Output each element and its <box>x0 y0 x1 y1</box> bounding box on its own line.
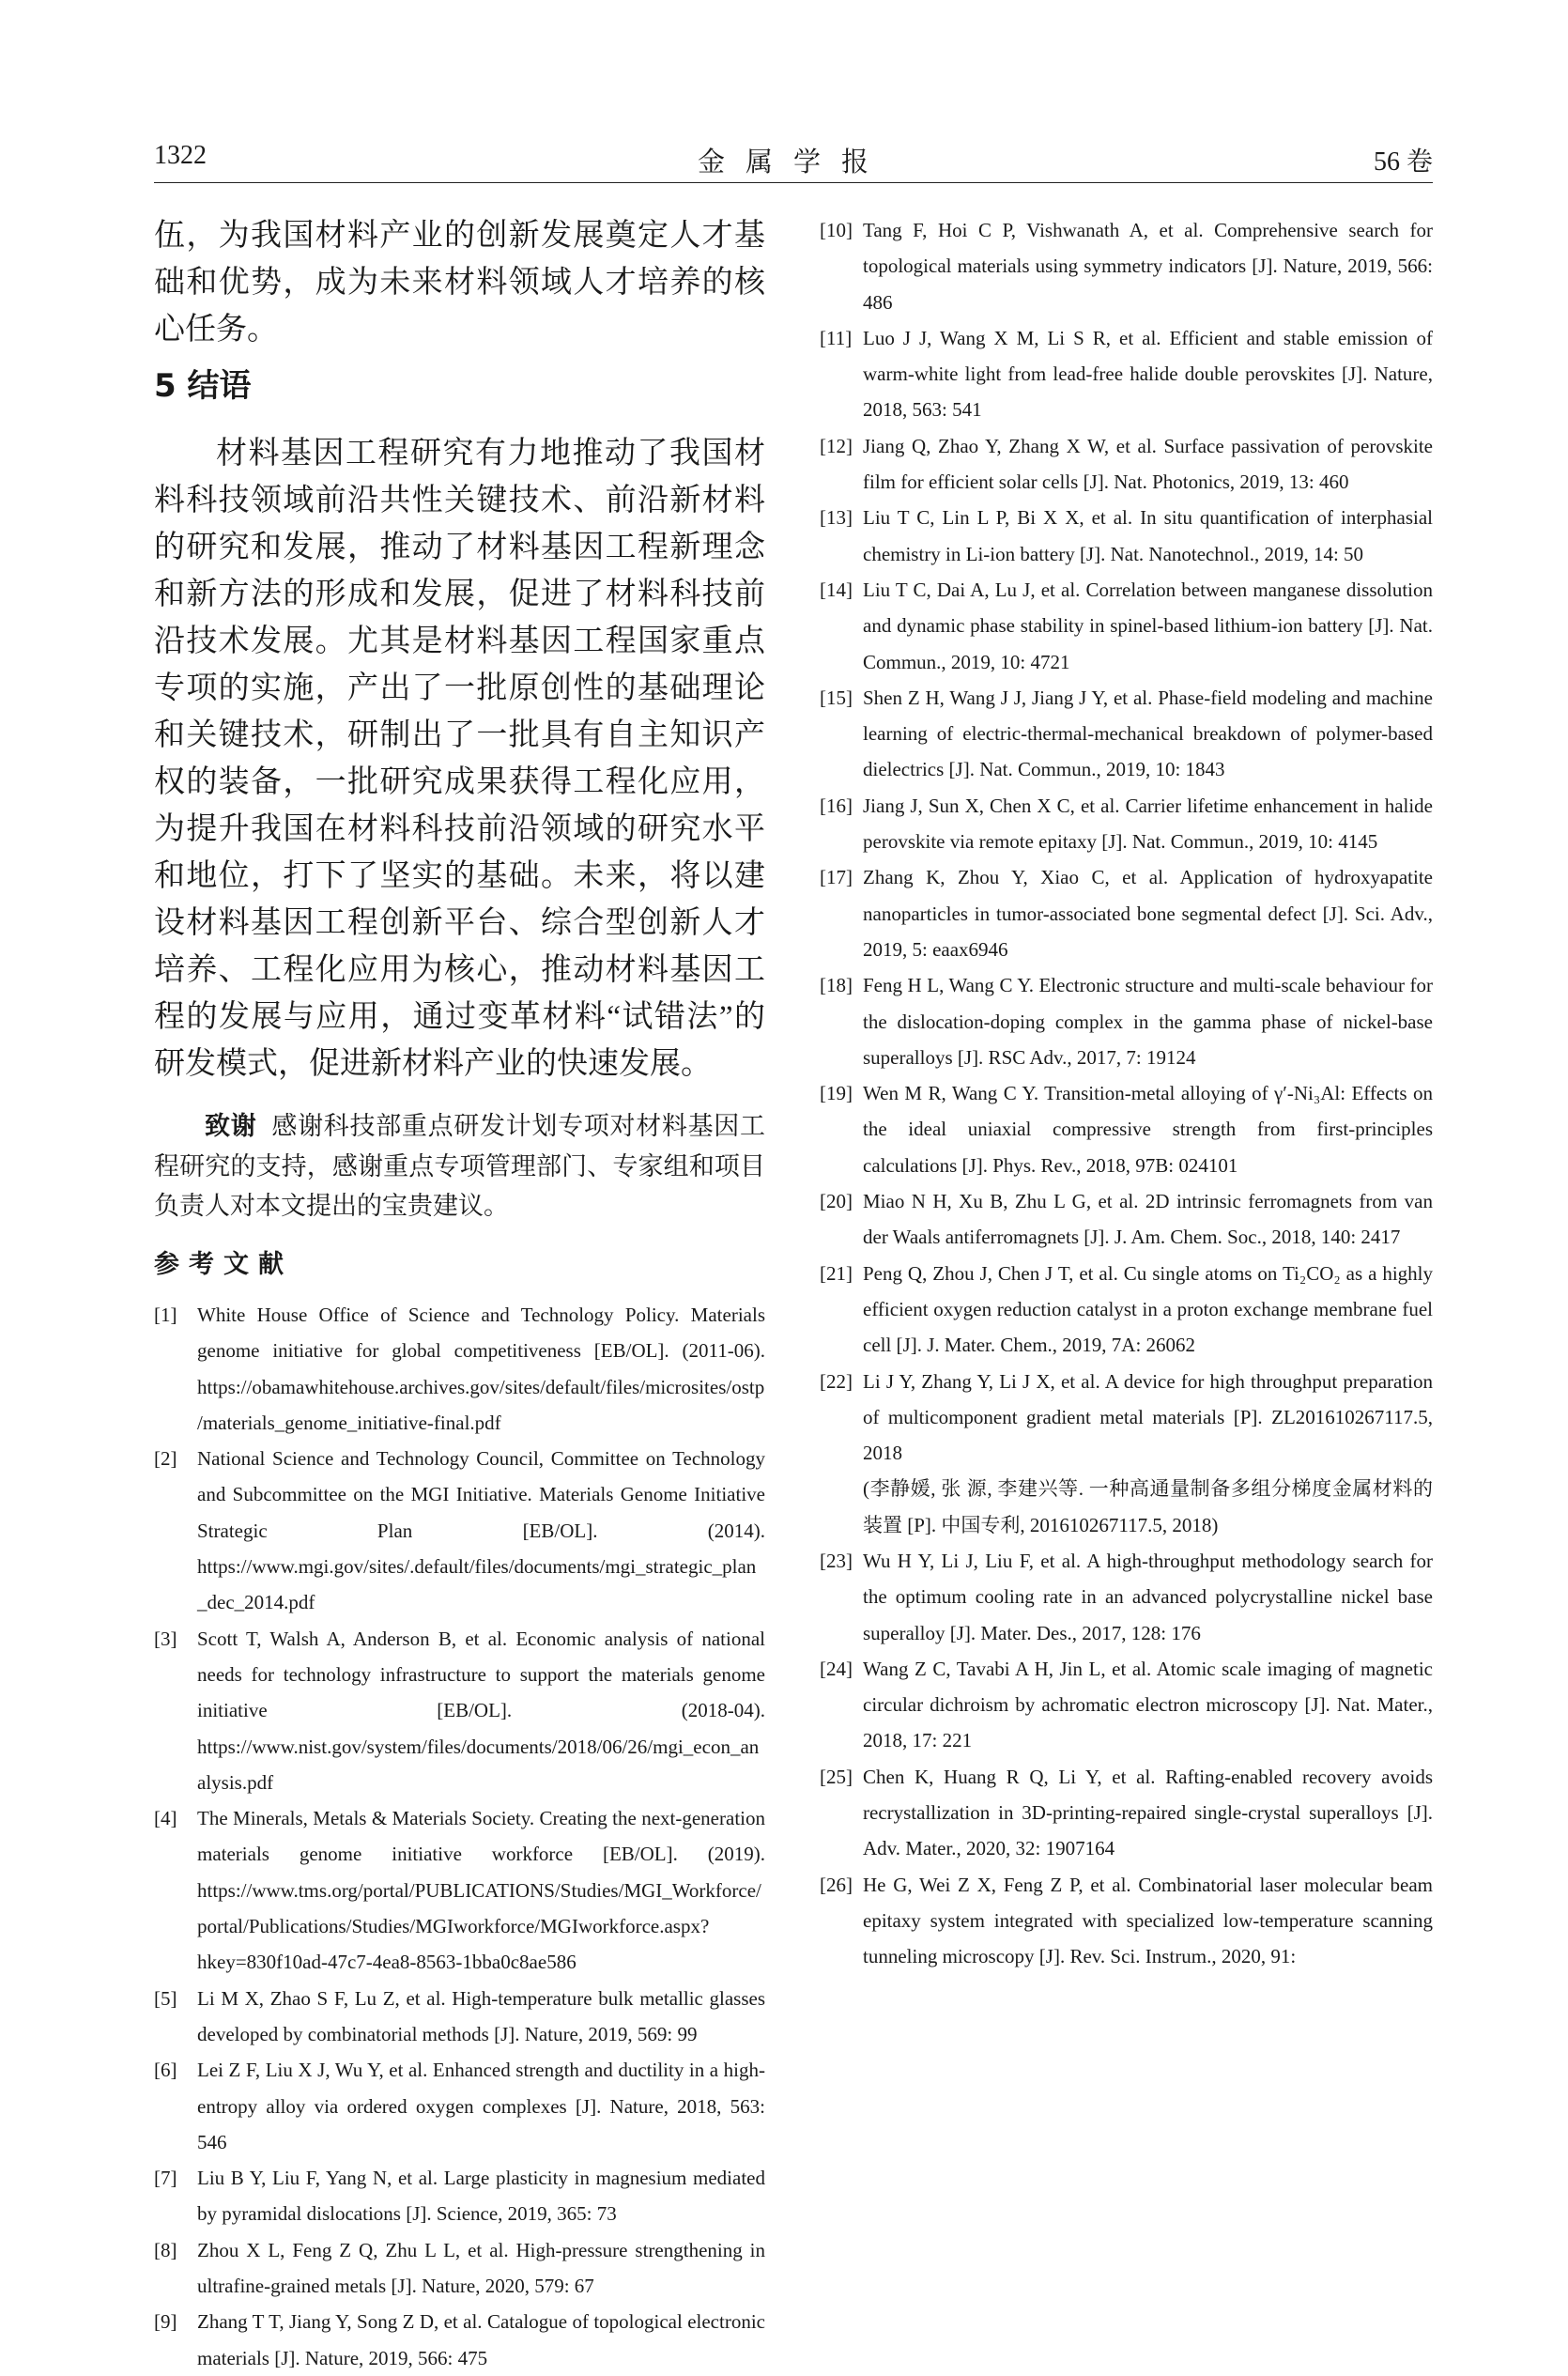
reference-number: [25] <box>820 1765 853 1788</box>
reference-item <box>820 680 1433 788</box>
reference-number: [20] <box>820 1190 853 1213</box>
reference-number: [2] <box>154 1447 177 1471</box>
reference-item <box>820 1075 1433 1183</box>
references-heading: 参考文献 <box>154 1250 293 1279</box>
reference-item <box>820 859 1433 967</box>
reference-text: Feng H L, Wang C Y. Electronic structure and multi-scale behaviour for the dislocation-doping complex in the gamma phase of nickel-base superalloys [J]. RSC Adv., 2017, 7: 19124 <box>863 974 1433 1069</box>
reference-item <box>154 1981 765 2053</box>
reference-text: Jiang Q, Zhao Y, Zhang X W, et al. Surface passivation of perovskite film for efficient solar cells [J]. Nat. Photonics, 2019, 13: 460 <box>863 434 1433 494</box>
reference-number: [10] <box>820 219 853 241</box>
reference-item <box>154 2160 765 2232</box>
reference-item <box>820 1256 1433 1364</box>
reference-item <box>820 428 1433 501</box>
continuation-paragraph: 伍，为我国材料产业的创新发展奠定人才基础和优势，成为未来材料领域人才培养的核心任务。 <box>154 219 765 347</box>
reference-text: Liu T C, Lin L P, Bi X X, et al. In situ quantification of interphasial chemistry in Li-ion battery [J]. Nat. Nanotechnol., 2019, 14: 50 <box>863 506 1433 565</box>
reference-text: Chen K, Huang R Q, Li Y, et al. Rafting-enabled recovery avoids recrystallization in 3D-printing-repaired single-crystal superalloys [J]. Adv. Mater., 2020, 32: 1907164 <box>863 1765 1433 1860</box>
reference-number: [12] <box>820 434 853 457</box>
reference-text: Shen Z H, Wang J J, Jiang J Y, et al. Phase-field modeling and machine learning of electric-thermal-mechanical breakdown of polymer-based dielectrics [J]. Nat. Commun., 2019, 10: 1843 <box>863 686 1433 781</box>
reference-item <box>154 2232 765 2305</box>
running-header <box>154 141 1433 183</box>
reference-item <box>820 1543 1433 1651</box>
reference-item <box>820 788 1433 860</box>
reference-number: [17] <box>820 866 853 889</box>
reference-text: Luo J J, Wang X M, Li S R, et al. Efficient and stable emission of warm-white light from lead-free halide double perovskites [J]. Nature, 2018, 563: 541 <box>863 326 1433 422</box>
reference-number: [15] <box>820 686 853 709</box>
reference-number: [3] <box>154 1627 177 1650</box>
left-column <box>154 212 765 2376</box>
reference-number: [26] <box>820 1873 853 1896</box>
reference-number: [23] <box>820 1549 853 1572</box>
reference-list-right <box>820 212 1433 1975</box>
reference-number: [18] <box>820 974 853 997</box>
reference-number: [5] <box>154 1986 177 2010</box>
reference-text: Liu B Y, Liu F, Yang N, et al. Large plasticity in magnesium mediated by pyramidal dislocations [J]. Science, 2019, 365: 73 <box>197 2167 765 2226</box>
reference-text: Scott T, Walsh A, Anderson B, et al. Economic analysis of national needs for technology infrastructure to support the materials genome initiative [EB/OL]. (2018-04). https://www.nist.gov/system/files/documents/2018/06/26/mgi_econ_analysis.pdf <box>197 1627 765 1794</box>
journal-title: 金属学报 <box>697 147 889 177</box>
reference-item <box>820 320 1433 428</box>
reference-number: [4] <box>154 1807 177 1830</box>
right-column <box>820 212 1433 1975</box>
acknowledgement <box>154 1106 765 1226</box>
reference-text: National Science and Technology Council, Committee on Technology and Subcommittee on the MGI Initiative. Materials Genome Initiative Strategic Plan [EB/OL]. (2014). https://www.mgi.gov/sites/.default/files/documents/mgi_strategic_plan_dec_2014.pdf <box>197 1447 765 1614</box>
page-number: 1322 <box>154 141 207 170</box>
ack-text: 感谢科技部重点研发计划专项对材料基因工程研究的支持，感谢重点专项管理部门、专家组和项目负责人对本文提出的宝贵建议。 <box>154 1112 766 1220</box>
reference-number: [14] <box>820 578 853 601</box>
reference-text: Lei Z F, Liu X J, Wu Y, et al. Enhanced strength and ductility in a high-entropy alloy via ordered oxygen complexes [J]. Nature, 2018, 563: 546 <box>197 2059 765 2153</box>
reference-number: [8] <box>154 2238 177 2261</box>
reference-text: Wen M R, Wang C Y. Transition-metal alloying of γ′-Ni₃Al: Effects on the ideal uniaxial compressive strength from first-principles calculations [J]. Phys. Rev., 2018, 97B: 024101 <box>863 1082 1433 1177</box>
reference-text: Li J Y, Zhang Y, Li J X, et al. A device for high throughput preparation of multicomponent gradient metal materials [P]. ZL201610267117.5, 2018 <box>863 1369 1433 1465</box>
conclusion-paragraph: 材料基因工程研究有力地推动了我国材料科技领域前沿共性关键技术、前沿新材料的研究和发展，推动了材料基因工程新理念和新方法的形成和发展，促进了材料科技前沿技术发展。尤其是材料基因工程国家重点专项的实施，产出了一批原创性的基础理论和关键技术，研制出了一批具有自主知识产权的装备，一批研究成果获得工程化应用，为提升我国在材料科技前沿领域的研究水平和地位，打下了坚实的基础。未来，将以建设材料基因工程创新平台、综合型创新人才培养、工程化应用为核心，推动材料基因工程的发展与应用，通过变革材料“试错法”的研发模式，促进新材料产业的快速发展。 <box>154 437 765 1081</box>
reference-text: Liu T C, Dai A, Lu J, et al. Correlation between manganese dissolution and dynamic phase stability in spinel-based lithium-ion battery [J]. Nat. Commun., 2019, 10: 4721 <box>863 578 1433 673</box>
reference-number: [7] <box>154 2167 177 2190</box>
reference-item <box>820 967 1433 1075</box>
reference-number: [11] <box>820 326 853 349</box>
reference-text: Tang F, Hoi C P, Vishwanath A, et al. Comprehensive search for topological materials using symmetry indicators [J]. Nature, 2019, 566: 486 <box>863 219 1433 314</box>
reference-item <box>820 212 1433 320</box>
reference-item <box>820 500 1433 572</box>
reference-text: White House Office of Science and Technology Policy. Materials genome initiative for global competitiveness [EB/OL]. (2011-06). https://obamawhitehouse.archives.gov/sites/default/files/microsites/ostp/materials_genome_initiative-final.pdf <box>197 1304 765 1434</box>
reference-item <box>820 1651 1433 1759</box>
reference-text: Li M X, Zhao S F, Lu Z, et al. High-temperature bulk metallic glasses developed by combinatorial methods [J]. Nature, 2019, 569: 99 <box>197 1986 765 2045</box>
reference-text: The Minerals, Metals & Materials Society. Creating the next-generation materials genome initiative workforce [EB/OL]. (2019). https://www.tms.org/portal/PUBLICATIONS/Studies/MGI_Workforce/portal/Publications/Studies/MGIworkforce/MGIworkforce.aspx?hkey=830f10ad-47c7-4ea8-8563-1bba0c8ae586 <box>197 1807 765 1974</box>
reference-text: Peng Q, Zhou J, Chen J T, et al. Cu single atoms on Ti₂CO₂ as a highly efficient oxygen reduction catalyst in a proton exchange membrane fuel cell [J]. J. Mater. Chem., 2019, 7A: 26062 <box>863 1261 1433 1357</box>
reference-number: [9] <box>154 2310 177 2334</box>
reference-item <box>820 1183 1433 1256</box>
reference-number: [22] <box>820 1369 853 1393</box>
reference-item <box>154 1621 765 1800</box>
reference-item <box>154 2304 765 2376</box>
reference-number: [21] <box>820 1261 853 1285</box>
reference-number: [1] <box>154 1304 177 1326</box>
reference-item <box>154 2052 765 2160</box>
reference-text: Zhang T T, Jiang Y, Song Z D, et al. Catalogue of topological electronic materials [J]. Nature, 2019, 566: 475 <box>197 2310 765 2369</box>
reference-text: Wu H Y, Li J, Liu F, et al. A high-throughput methodology search for the optimum cooling rate in an advanced polycrystalline nickel base superalloy [J]. Mater. Des., 2017, 128: 176 <box>863 1549 1433 1644</box>
reference-item <box>154 1297 765 1441</box>
reference-item <box>820 1364 1433 1543</box>
reference-text: Wang Z C, Tavabi A H, Jin L, et al. Atomic scale imaging of magnetic circular dichroism by achromatic electron microscopy [J]. Nat. Mater., 2018, 17: 221 <box>863 1657 1433 1752</box>
ack-label: 致谢 <box>205 1112 257 1141</box>
reference-text: Zhang K, Zhou Y, Xiao C, et al. Application of hydroxyapatite nanoparticles in tumor-associated bone segmental defect [J]. Sci. Adv., 2019, 5: eaax6946 <box>863 866 1433 961</box>
reference-list-left <box>154 1297 765 2376</box>
reference-number: [19] <box>820 1082 853 1105</box>
reference-text: Miao N H, Xu B, Zhu L G, et al. 2D intrinsic ferromagnets from van der Waals antiferromagnets [J]. J. Am. Chem. Soc., 2018, 140: 2417 <box>863 1190 1433 1249</box>
volume-label: 56 卷 <box>1373 147 1433 177</box>
reference-item <box>154 1441 765 1620</box>
reference-number: [16] <box>820 794 853 817</box>
reference-chinese-text: (李静媛, 张 源, 李建兴等. 一种高通量制备多组分梯度金属材料的装置 [P]. 中国专利, 201610267117.5, 2018) <box>863 1477 1433 1536</box>
reference-item <box>820 572 1433 680</box>
reference-item <box>820 1759 1433 1867</box>
reference-item <box>820 1867 1433 1975</box>
reference-text: He G, Wei Z X, Feng Z P, et al. Combinatorial laser molecular beam epitaxy system integrated with specialized low-temperature scanning tunneling microscopy [J]. Rev. Sci. Instrum., 2020, 91: <box>863 1873 1433 1968</box>
reference-number: [6] <box>154 2059 177 2082</box>
reference-number: [13] <box>820 506 853 530</box>
reference-number: [24] <box>820 1657 853 1680</box>
reference-text: Jiang J, Sun X, Chen X C, et al. Carrier lifetime enhancement in halide perovskite via remote epitaxy [J]. Nat. Commun., 2019, 10: 4145 <box>863 794 1433 854</box>
reference-item <box>154 1800 765 1980</box>
section-heading: 5 结语 <box>154 367 252 405</box>
reference-text: Zhou X L, Feng Z Q, Zhu L L, et al. High-pressure strengthening in ultrafine-grained metals [J]. Nature, 2020, 579: 67 <box>197 2238 765 2298</box>
